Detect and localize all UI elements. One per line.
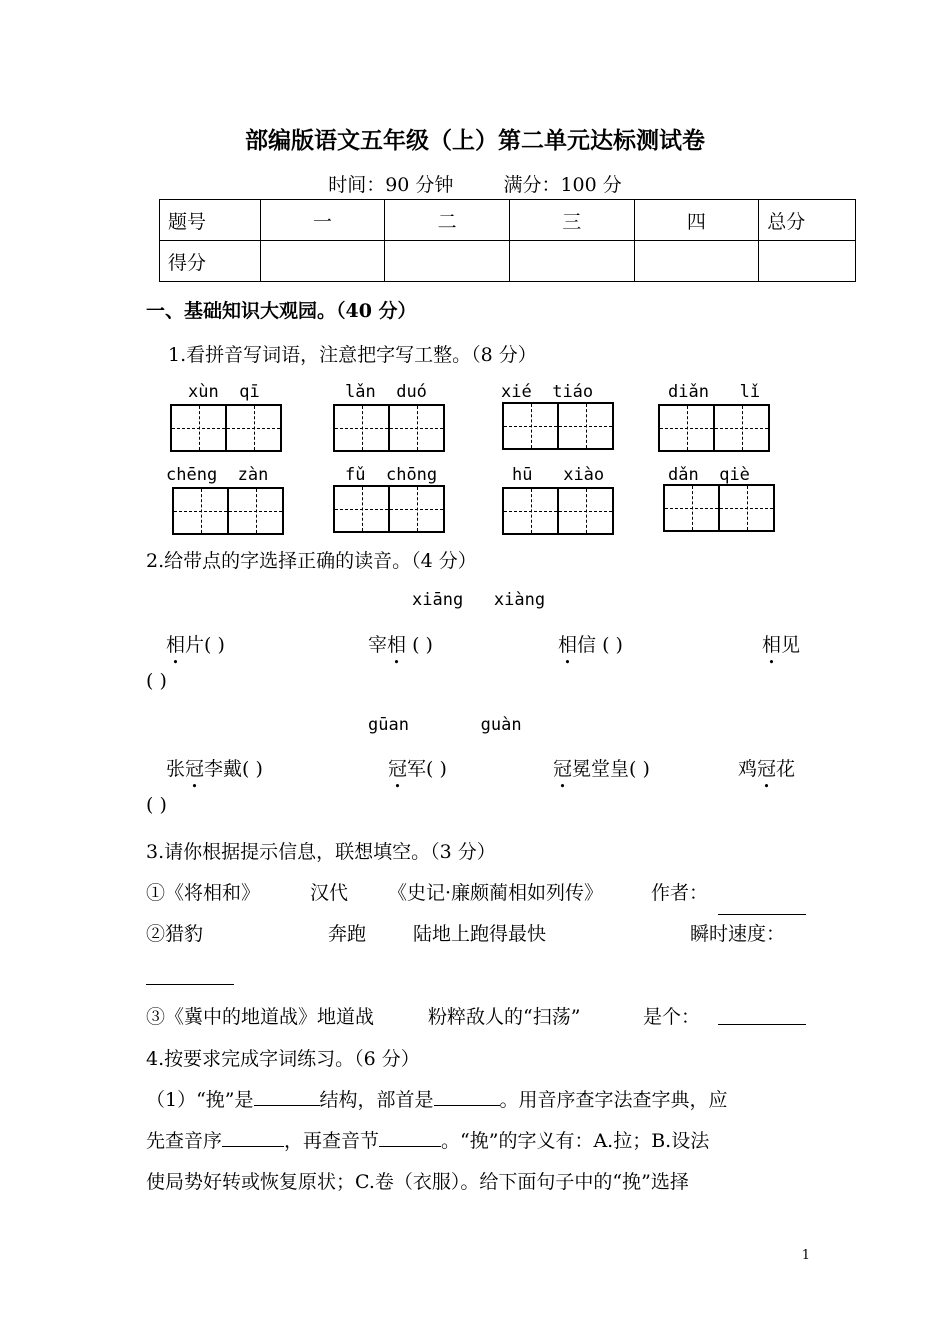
q2-prompt: 2.给带点的字选择正确的读音。（4 分）: [146, 550, 477, 572]
q3-blank-2[interactable]: [146, 970, 234, 989]
answer-paren[interactable]: ( ): [242, 758, 263, 780]
q4-blank-syllable[interactable]: [379, 1146, 441, 1147]
grid-cell[interactable]: [170, 404, 227, 452]
score-header-1: 一: [260, 200, 385, 241]
exam-info: [0, 170, 950, 197]
score-header-3: 三: [509, 200, 634, 241]
q3-row-2-action: 奔跑: [328, 923, 367, 945]
q3-row-2-fact: 陆地上跑得最快: [413, 923, 547, 945]
full-score: 满分：100 分: [503, 174, 622, 196]
q1-prompt: 1.看拼音写词语，注意把字写工整。（8 分）: [168, 344, 537, 366]
writing-grid-2[interactable]: [333, 404, 443, 452]
score-cell-1[interactable]: [260, 241, 385, 282]
q2-item-7: 冠冕堂皇( ): [553, 758, 650, 780]
pinyin-4: diǎn lǐ: [668, 382, 761, 402]
page-title: 部编版语文五年级（上）第二单元达标测试卷: [245, 127, 705, 154]
answer-paren[interactable]: ( ): [602, 634, 623, 656]
q2-item-2: 宰相 ( ): [368, 634, 433, 656]
time-limit: 时间：90 分钟: [328, 174, 454, 196]
writing-grid-3[interactable]: [502, 402, 612, 450]
q3-row-3-label: 是个：: [643, 1006, 701, 1028]
answer-paren[interactable]: ( ): [426, 758, 447, 780]
pinyin-5: chēng zàn: [166, 465, 269, 485]
q2-item-1: 相片( ): [166, 634, 225, 656]
pinyin-7: hū xiào: [512, 465, 605, 485]
q2-item-3: 相信 ( ): [558, 634, 623, 656]
grid-cell[interactable]: [388, 485, 445, 533]
q3-blank-1[interactable]: [718, 900, 806, 919]
q3-row-1-period: 汉代: [310, 882, 349, 904]
score-row-label: 得分: [160, 241, 261, 282]
grid-cell[interactable]: [172, 487, 229, 535]
grid-cell[interactable]: [663, 484, 720, 532]
score-header-total: 总分: [759, 200, 856, 241]
writing-grid-4[interactable]: [658, 404, 768, 452]
q3-row-2: ②猎豹: [146, 923, 204, 945]
q3-row-3: ③《冀中的地道战》地道战: [146, 1006, 375, 1028]
grid-cell[interactable]: [333, 404, 390, 452]
grid-cell[interactable]: [557, 487, 614, 535]
score-table: [159, 199, 856, 282]
score-cell-4[interactable]: [634, 241, 759, 282]
q4-line-3: 使局势好转或恢复原状；C.卷（衣服）。给下面句子中的“挽”选择: [146, 1171, 689, 1193]
q4-blank-letter[interactable]: [222, 1146, 284, 1147]
writing-grid-8[interactable]: [663, 484, 773, 532]
score-cell-total[interactable]: [759, 241, 856, 282]
writing-grid-5[interactable]: [172, 487, 282, 535]
writing-grid-6[interactable]: [333, 485, 443, 533]
pinyin-8: dǎn qiè: [668, 465, 750, 485]
pinyin-3: xié tiáo: [501, 382, 594, 402]
q3-row-3-phrase: 粉粹敌人的“扫荡”: [428, 1006, 581, 1028]
grid-cell[interactable]: [718, 484, 775, 532]
answer-paren[interactable]: ( ): [412, 634, 433, 656]
section-heading-1: 一、基础知识大观园。（40 分）: [146, 300, 417, 322]
q2-pinyin-options-a: xiāng xiàng: [412, 590, 546, 610]
grid-cell[interactable]: [388, 404, 445, 452]
pinyin-2: lǎn duó: [345, 382, 427, 402]
q3-row-1-author: 作者：: [651, 882, 709, 904]
score-cell-3[interactable]: [509, 241, 634, 282]
answer-paren[interactable]: ( ): [204, 634, 225, 656]
score-table-score-row: [160, 241, 856, 282]
q2-item-6: 冠军( ): [388, 758, 447, 780]
q2-pinyin-options-b: gūan guàn: [368, 715, 522, 735]
score-header-4: 四: [634, 200, 759, 241]
writing-grid-1[interactable]: [170, 404, 280, 452]
grid-cell[interactable]: [557, 402, 614, 450]
writing-grid-7[interactable]: [502, 487, 612, 535]
q2-item-5: 张冠李戴( ): [166, 758, 263, 780]
pinyin-1: xùn qī: [188, 382, 260, 402]
q3-row-2-speed: 瞬时速度：: [690, 923, 786, 945]
grid-cell[interactable]: [502, 487, 559, 535]
grid-cell[interactable]: [502, 402, 559, 450]
score-header-2: 二: [385, 200, 510, 241]
q4-prompt: 4.按要求完成字词练习。（6 分）: [146, 1048, 420, 1070]
answer-paren[interactable]: ( ): [629, 758, 650, 780]
q3-row-1-source: 《史记·廉颇蔺相如列传》: [388, 882, 604, 904]
q2-item-8: 鸡冠花: [738, 758, 796, 780]
grid-cell[interactable]: [227, 487, 284, 535]
answer-paren[interactable]: ( ): [146, 794, 167, 816]
q4-blank-radical[interactable]: [434, 1105, 500, 1106]
score-header-label: 题号: [160, 200, 261, 241]
score-cell-2[interactable]: [385, 241, 510, 282]
q3-prompt: 3.请你根据提示信息，联想填空。（3 分）: [146, 841, 496, 863]
q3-row-1: ①《将相和》: [146, 882, 261, 904]
grid-cell[interactable]: [333, 485, 390, 533]
pinyin-6: fǔ chōng: [345, 465, 438, 485]
score-table-header-row: [160, 200, 856, 241]
page-number: 1: [801, 1248, 810, 1263]
grid-cell[interactable]: [658, 404, 715, 452]
q2-item-4: 相见: [762, 634, 801, 656]
q3-blank-3[interactable]: [718, 1010, 806, 1029]
q4-line-2: 先查音序 ，再查音节 。“挽”的字义有：A.拉；B.设法: [146, 1130, 710, 1152]
grid-cell[interactable]: [225, 404, 282, 452]
answer-paren[interactable]: ( ): [146, 670, 167, 692]
grid-cell[interactable]: [713, 404, 770, 452]
q4-line-1: （1）“挽”是 结构，部首是 。用音序查字法查字典，应: [146, 1089, 728, 1111]
q4-blank-structure[interactable]: [254, 1105, 320, 1106]
